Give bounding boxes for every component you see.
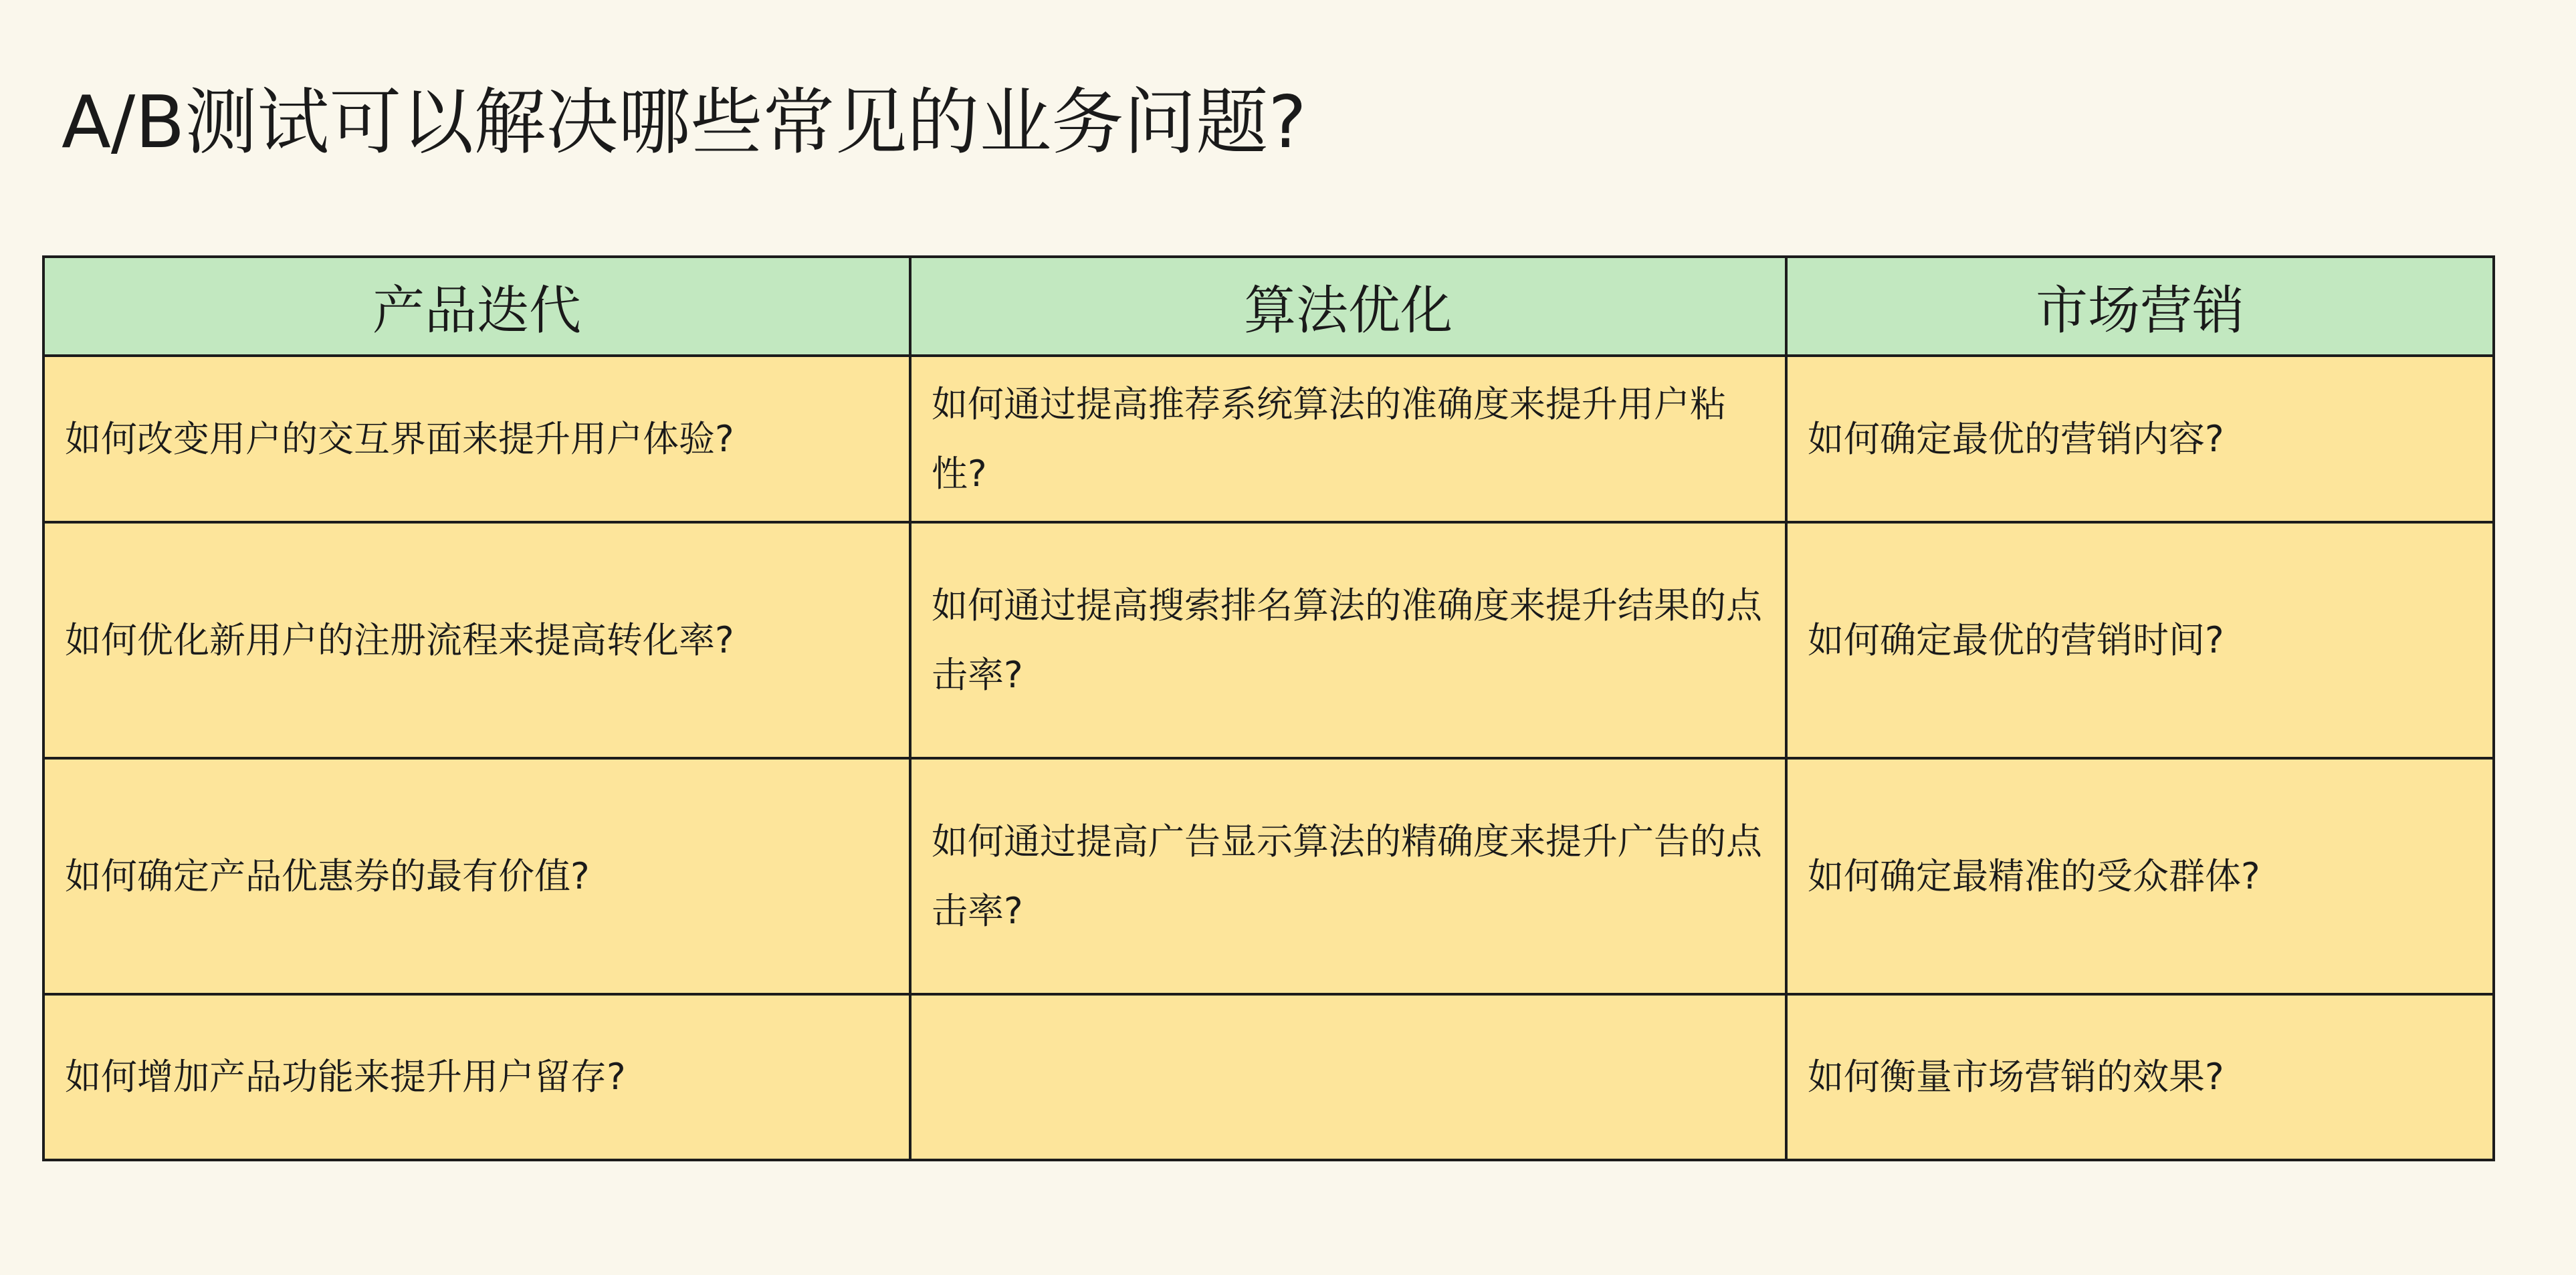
table-row	[43, 758, 2494, 994]
header-algorithm-optimization: 算法优化	[910, 257, 1786, 356]
table-header-row	[43, 257, 2494, 356]
header-product-iteration: 产品迭代	[43, 257, 910, 356]
table-cell: 如何改变用户的交互界面来提升用户体验?	[43, 356, 910, 522]
header-marketing: 市场营销	[1786, 257, 2494, 356]
table-cell: 如何确定最精准的受众群体?	[1786, 758, 2494, 994]
table-row	[43, 522, 2494, 758]
table-cell: 如何增加产品功能来提升用户留存?	[43, 994, 910, 1160]
table-cell: 如何衡量市场营销的效果?	[1786, 994, 2494, 1160]
table-cell: 如何通过提高广告显示算法的精确度来提升广告的点击率?	[910, 758, 1786, 994]
table-cell: 如何通过提高推荐系统算法的准确度来提升用户粘性?	[910, 356, 1786, 522]
table-row	[43, 994, 2494, 1160]
table-cell: 如何确定最优的营销时间?	[1786, 522, 2494, 758]
table-cell: 如何确定最优的营销内容?	[1786, 356, 2494, 522]
table-cell: 如何优化新用户的注册流程来提高转化率?	[43, 522, 910, 758]
page-title: A/B测试可以解决哪些常见的业务问题?	[62, 81, 1307, 164]
table-cell: 如何确定产品优惠券的最有价值?	[43, 758, 910, 994]
table-cell: 如何通过提高搜索排名算法的准确度来提升结果的点击率?	[910, 522, 1786, 758]
table-cell-empty	[910, 994, 1786, 1160]
business-problems-table	[42, 255, 2495, 1161]
table-row	[43, 356, 2494, 522]
